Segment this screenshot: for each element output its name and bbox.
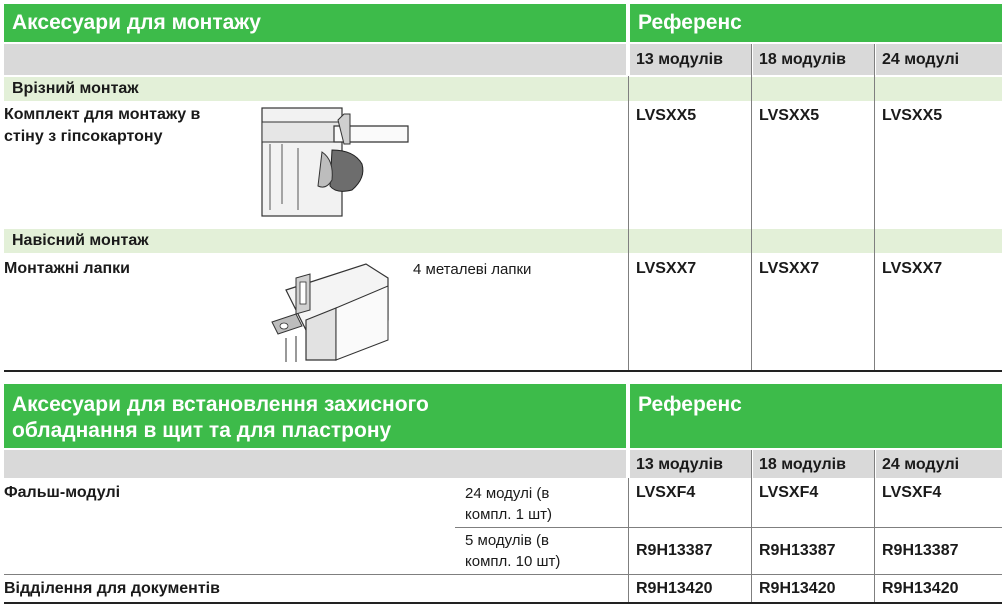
row-blank5-ref-18: R9H13387 — [759, 542, 836, 559]
section-surface-mount: Навісний монтаж — [4, 229, 1002, 253]
row-blank5-ref-13: R9H13387 — [636, 542, 713, 559]
row-document-pocket-label: Відділення для документів — [4, 580, 220, 597]
row-separator — [455, 527, 1002, 528]
drywall-mounting-kit-image — [258, 104, 414, 222]
row-docs-ref-24: R9H13420 — [882, 580, 959, 597]
mounting-lugs-image — [266, 260, 396, 362]
table1-col-18: 18 модулів — [753, 44, 874, 75]
table2-title — [4, 384, 626, 448]
note-line: компл. 10 шт) — [465, 553, 561, 570]
row-drywall-ref-13: LVSXX5 — [636, 107, 697, 124]
row-drywall-ref-18: LVSXX5 — [759, 107, 820, 124]
table2-ref-header: Референс — [630, 384, 1002, 448]
row-mounting-lugs-label: Монтажні лапки — [4, 260, 130, 277]
note-line: 5 модулів (в — [465, 532, 549, 549]
table1-title: Аксесуари для монтажу — [4, 4, 626, 42]
table2-col-18: 18 модулів — [753, 450, 874, 478]
note-line: компл. 1 шт) — [465, 506, 553, 523]
table1-subheader-blank — [4, 44, 626, 75]
row-blank24-ref-13: LVSXF4 — [636, 484, 696, 501]
table1-col-13: 13 модулів — [630, 44, 751, 75]
row-mounting-lugs-note: 4 металеві лапки — [413, 261, 532, 278]
table2-title-line1: Аксесуари для встановлення захисного — [12, 393, 429, 416]
section-flush-mount: Врізний монтаж — [4, 77, 1002, 101]
note-line: 24 модулі (в — [465, 485, 550, 502]
table1-divider — [874, 44, 875, 370]
row-blank24-ref-24: LVSXF4 — [882, 484, 942, 501]
row-drywall-ref-24: LVSXX5 — [882, 107, 943, 124]
row-lugs-ref-18: LVSXX7 — [759, 260, 820, 277]
table2-divider — [628, 478, 629, 602]
row-drywall-kit-label: Комплект для монтажу в стіну з гіпсокартону — [4, 106, 201, 145]
row-blank-modules-24-note — [465, 483, 625, 525]
row-lugs-ref-24: LVSXX7 — [882, 260, 943, 277]
row-separator — [4, 574, 1002, 575]
table2-divider — [751, 450, 752, 602]
row-blank24-ref-18: LVSXF4 — [759, 484, 819, 501]
row-blank-modules-label: Фальш-модулі — [4, 484, 121, 501]
table2-col-13: 13 модулів — [630, 450, 751, 478]
row-docs-ref-13: R9H13420 — [636, 580, 713, 597]
table2-col-24: 24 модулі — [876, 450, 1002, 478]
row-blank5-ref-24: R9H13387 — [882, 542, 959, 559]
table2-bottom-rule — [4, 602, 1002, 604]
table1-col-24: 24 модулі — [876, 44, 1002, 75]
row-lugs-ref-13: LVSXX7 — [636, 260, 697, 277]
table2-title-line2: обладнання в щит та для пластрону — [12, 419, 392, 442]
table2-subheader-blank — [4, 450, 626, 478]
row-docs-ref-18: R9H13420 — [759, 580, 836, 597]
table1-divider — [628, 76, 629, 370]
table2-divider — [874, 450, 875, 602]
row-blank-modules-5-note — [465, 530, 625, 572]
table1-ref-header: Референс — [630, 4, 1002, 42]
table1-divider — [751, 44, 752, 370]
table1-bottom-rule — [4, 370, 1002, 372]
